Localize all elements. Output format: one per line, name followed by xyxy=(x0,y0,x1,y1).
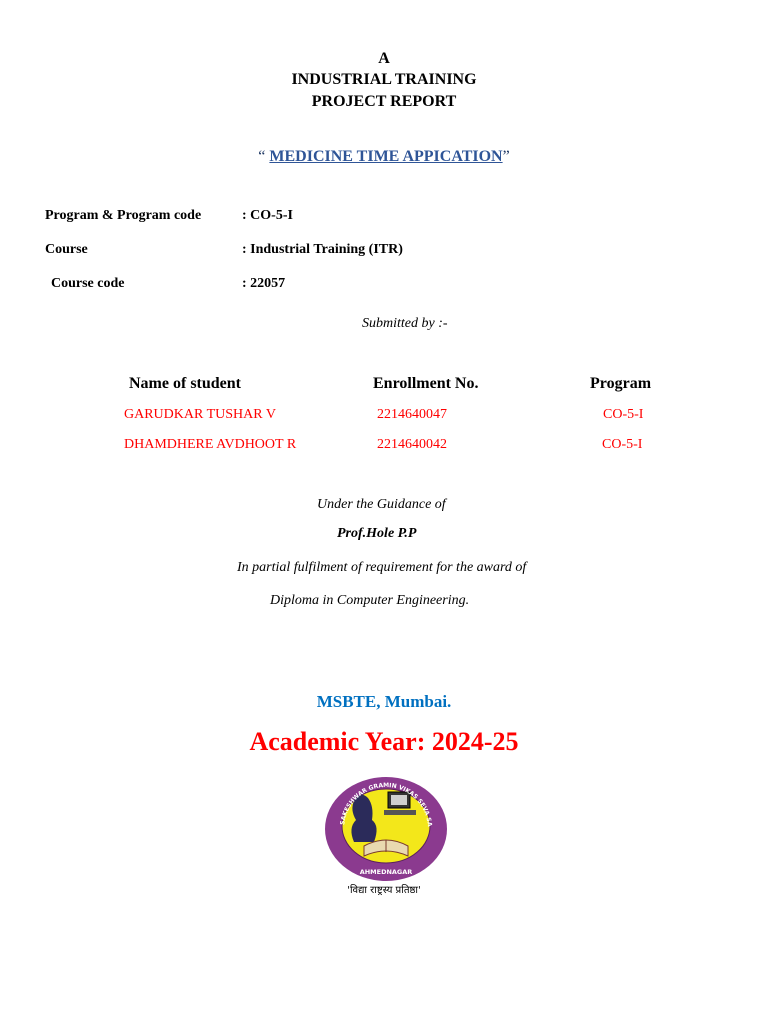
program-label: Program & Program code xyxy=(45,208,202,223)
open-quote: “ xyxy=(258,148,266,165)
institute-logo xyxy=(324,776,448,882)
course-label: Course xyxy=(45,242,88,257)
header-program: Program xyxy=(590,375,652,392)
guide-name: Prof.Hole P.P xyxy=(337,526,417,541)
student-program: CO-5-I xyxy=(603,407,644,422)
academic-year: Academic Year: 2024-25 xyxy=(249,727,519,756)
report-header-project: PROJECT REPORT xyxy=(311,93,457,110)
submitted-by: Submitted by :- xyxy=(362,316,448,331)
project-title xyxy=(0,148,768,166)
report-header-training: INDUSTRIAL TRAINING xyxy=(291,71,477,88)
close-quote: ” xyxy=(502,148,510,165)
logo-motto: 'विद्या राष्ट्रस्य प्रतिष्ठा' xyxy=(347,885,421,896)
project-title-text: MEDICINE TIME APPICATION xyxy=(269,148,503,165)
header-name: Name of student xyxy=(129,375,241,392)
student-enrollment: 2214640047 xyxy=(377,407,447,422)
student-program: CO-5-I xyxy=(602,437,643,452)
board-name: MSBTE, Mumbai. xyxy=(316,692,452,711)
guidance-line: Under the Guidance of xyxy=(317,497,446,512)
program-value: : CO-5-I xyxy=(242,208,293,223)
student-name: GARUDKAR TUSHAR V xyxy=(124,407,276,422)
header-enrollment: Enrollment No. xyxy=(373,375,479,392)
course-code-value: : 22057 xyxy=(242,276,286,291)
fulfilment-line: In partial fulfilment of requirement for the award of xyxy=(237,560,527,575)
report-header-a: A xyxy=(378,50,390,67)
course-value: : Industrial Training (ITR) xyxy=(242,242,403,257)
logo-bottom-text: AHMEDNAGAR xyxy=(359,868,413,876)
student-name: DHAMDHERE AVDHOOT R xyxy=(124,437,297,452)
course-code-label: Course code xyxy=(51,276,125,291)
student-enrollment: 2214640042 xyxy=(377,437,447,452)
logo-ring-text: SAKESHWAR GRAMIN VIKAS SEVA SA xyxy=(339,781,433,827)
institute-logo-seal xyxy=(324,776,448,882)
diploma-line: Diploma in Computer Engineering. xyxy=(270,593,470,608)
